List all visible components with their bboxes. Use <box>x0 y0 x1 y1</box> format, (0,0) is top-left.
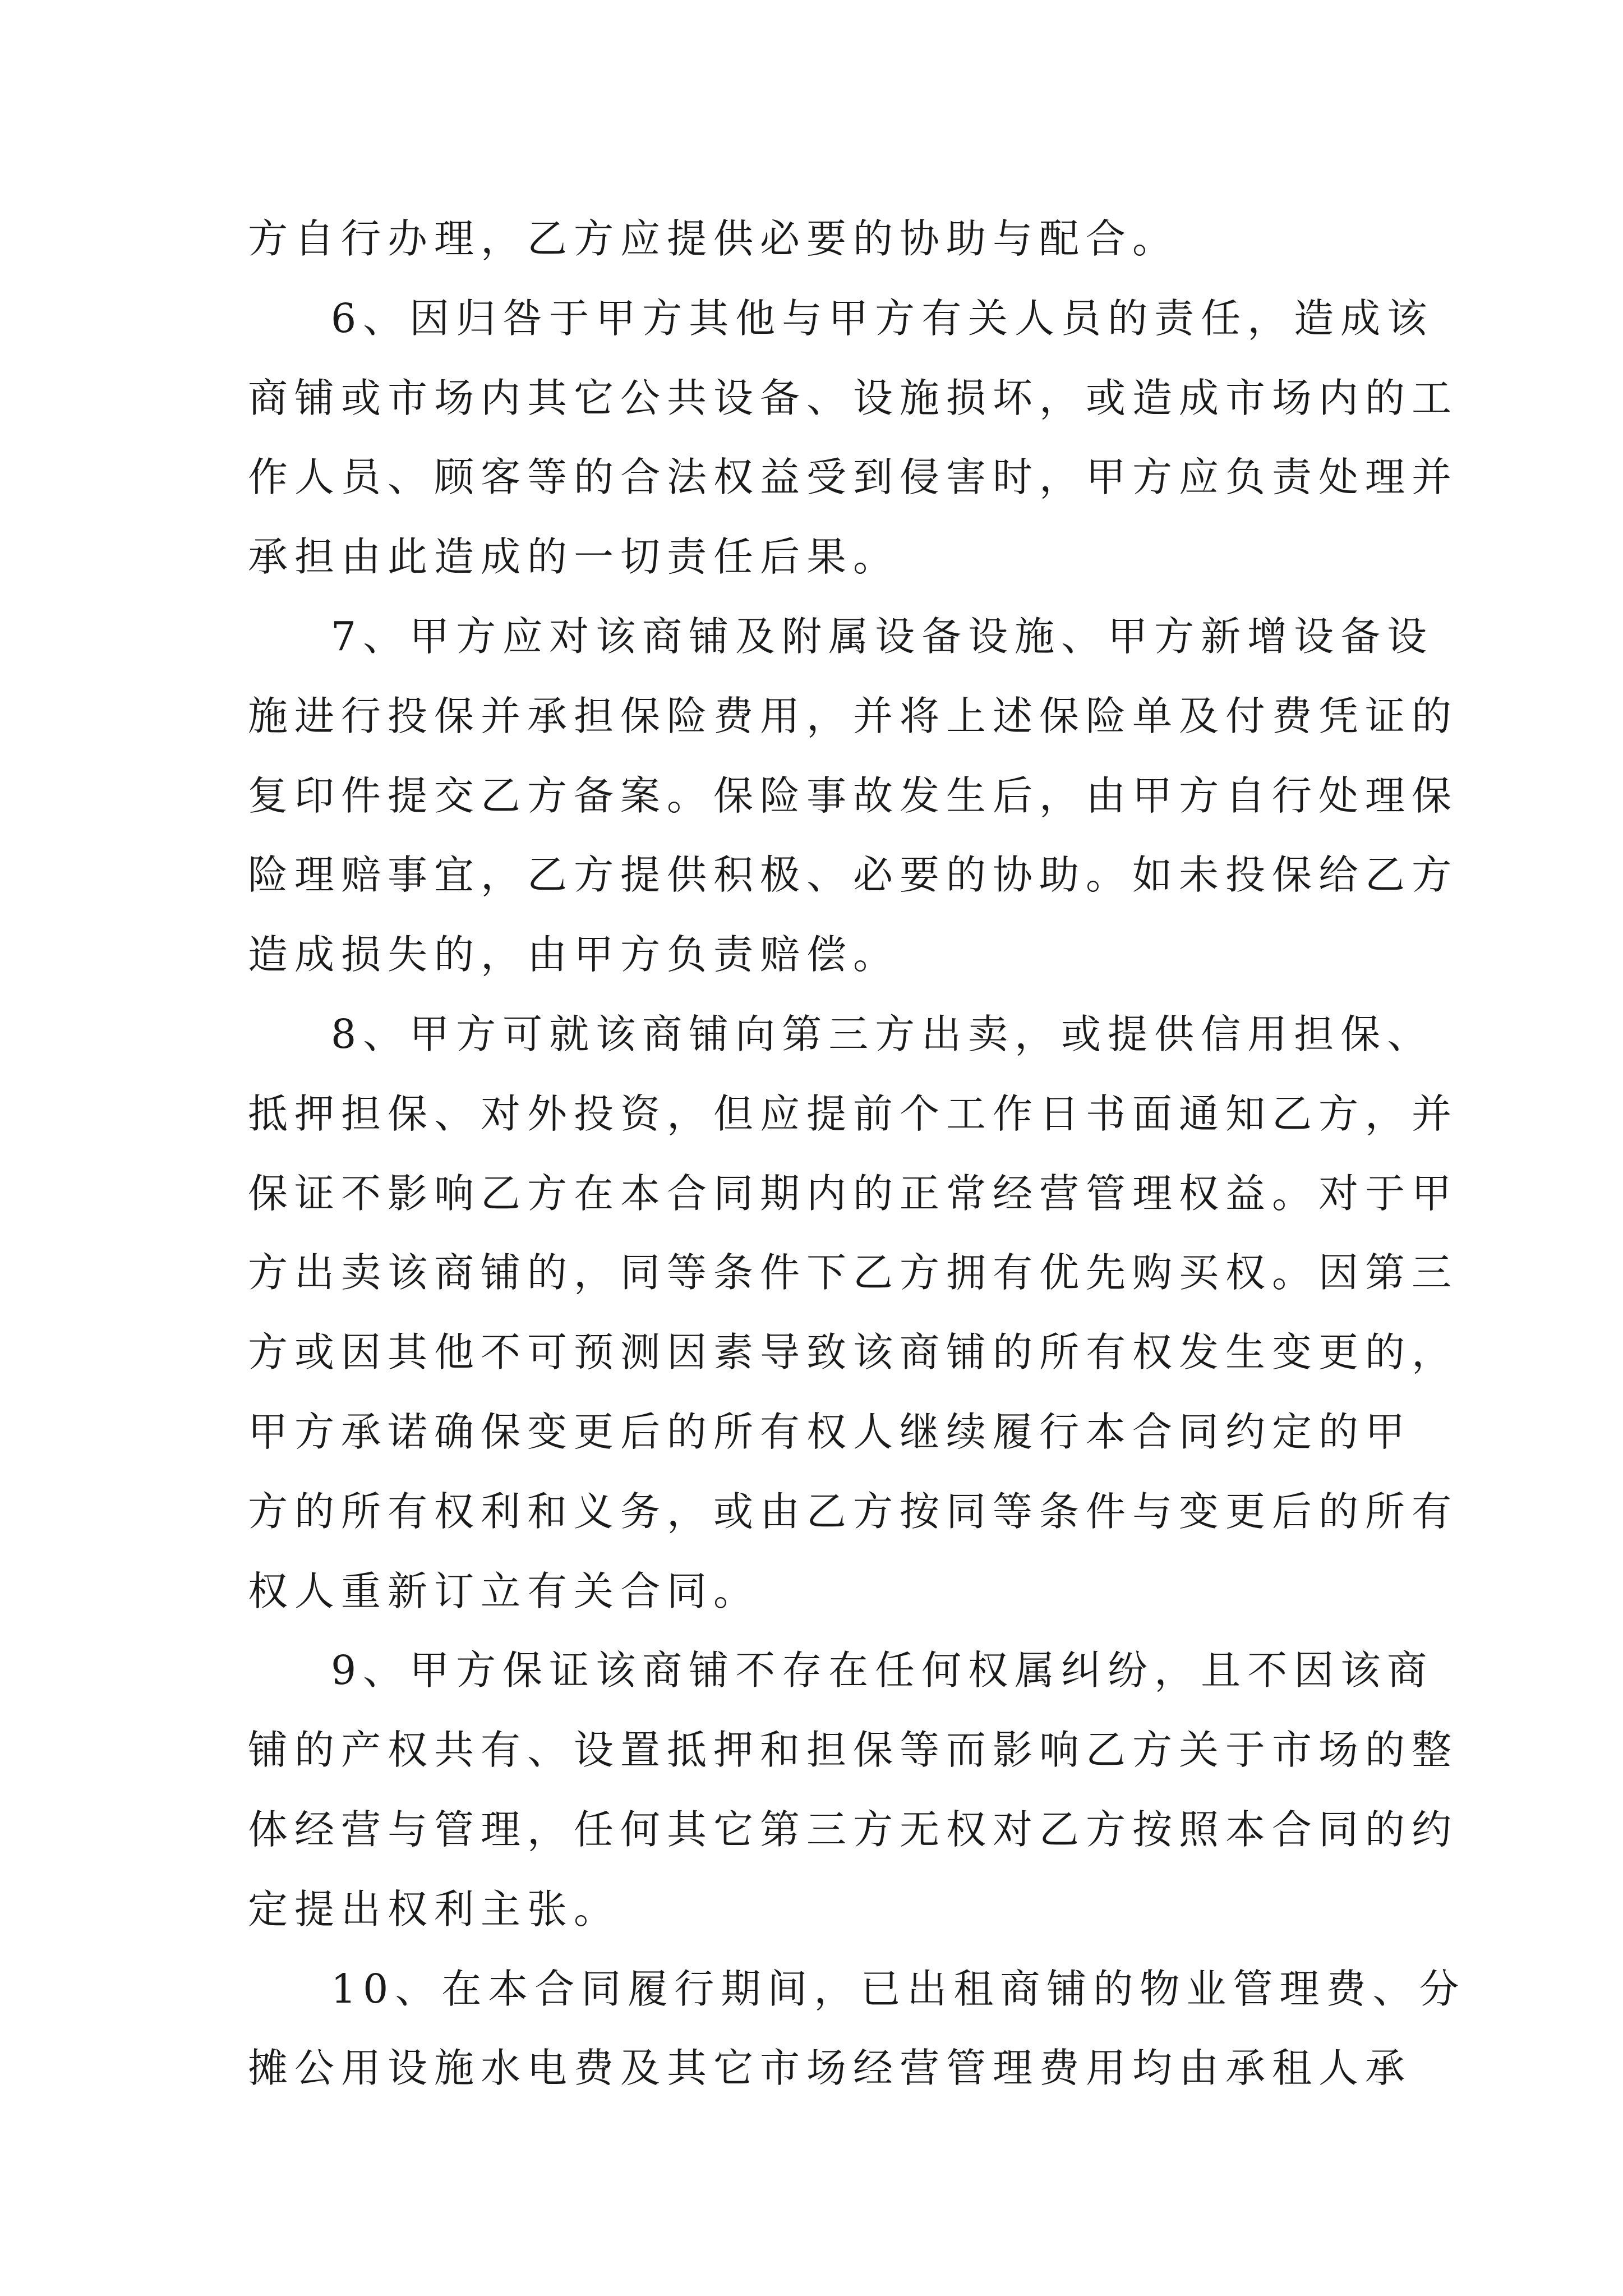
text-line: 方出卖该商铺的，同等条件下乙方拥有优先购买权。因第三 <box>248 1249 1459 1296</box>
text-line: 抵押担保、对外投资，但应提前个工作日书面通知乙方，并 <box>248 1090 1459 1137</box>
text-line: 甲方承诺确保变更后的所有权人继续履行本合同约定的甲 <box>248 1408 1412 1455</box>
clause-9-first-line: 9、甲方保证该商铺不存在任何权属纠纷，且不因该商 <box>331 1647 1434 1694</box>
text-line: 方或因其他不可预测因素导致该商铺的所有权发生变更的， <box>248 1329 1459 1376</box>
clause-6-first-line: 6、因归咎于甲方其他与甲方有关人员的责任，造成该 <box>331 295 1434 342</box>
text-line: 方自行办理，乙方应提供必要的协助与配合。 <box>248 215 1179 262</box>
text-line: 造成损失的，由甲方负责赔偿。 <box>248 931 900 978</box>
contract-text-body <box>248 199 1466 2108</box>
text-line: 商铺或市场内其它公共设备、设施损坏，或造成市场内的工 <box>248 374 1459 421</box>
text-line: 定提出权利主张。 <box>248 1885 621 1932</box>
text-line: 权人重新订立有关合同。 <box>248 1567 760 1614</box>
text-line: 复印件提交乙方备案。保险事故发生后，由甲方自行处理保 <box>248 772 1459 819</box>
text-line: 承担由此造成的一切责任后果。 <box>248 533 900 581</box>
text-line: 铺的产权共有、设置抵押和担保等而影响乙方关于市场的整 <box>248 1727 1459 1774</box>
text-line: 险理赔事宜，乙方提供积极、必要的协助。如未投保给乙方 <box>248 852 1459 899</box>
text-line: 施进行投保并承担保险费用，并将上述保险单及付费凭证的 <box>248 692 1459 739</box>
clause-7-first-line: 7、甲方应对该商铺及附属设备设施、甲方新增设备设 <box>331 613 1434 660</box>
clause-8-first-line: 8、甲方可就该商铺向第三方出卖，或提供信用担保、 <box>331 1010 1434 1057</box>
text-line: 体经营与管理，任何其它第三方无权对乙方按照本合同的约 <box>248 1806 1459 1853</box>
text-line: 保证不影响乙方在本合同期内的正常经营管理权益。对于甲 <box>248 1170 1459 1217</box>
text-line: 摊公用设施水电费及其它市场经营管理费用均由承租人承 <box>248 2045 1412 2092</box>
text-line: 作人员、顾客等的合法权益受到侵害时，甲方应负责处理并 <box>248 454 1459 501</box>
text-line: 方的所有权利和义务，或由乙方按同等条件与变更后的所有 <box>248 1488 1459 1535</box>
clause-10-first-line: 10、在本合同履行期间，已出租商铺的物业管理费、分 <box>331 1965 1466 2012</box>
